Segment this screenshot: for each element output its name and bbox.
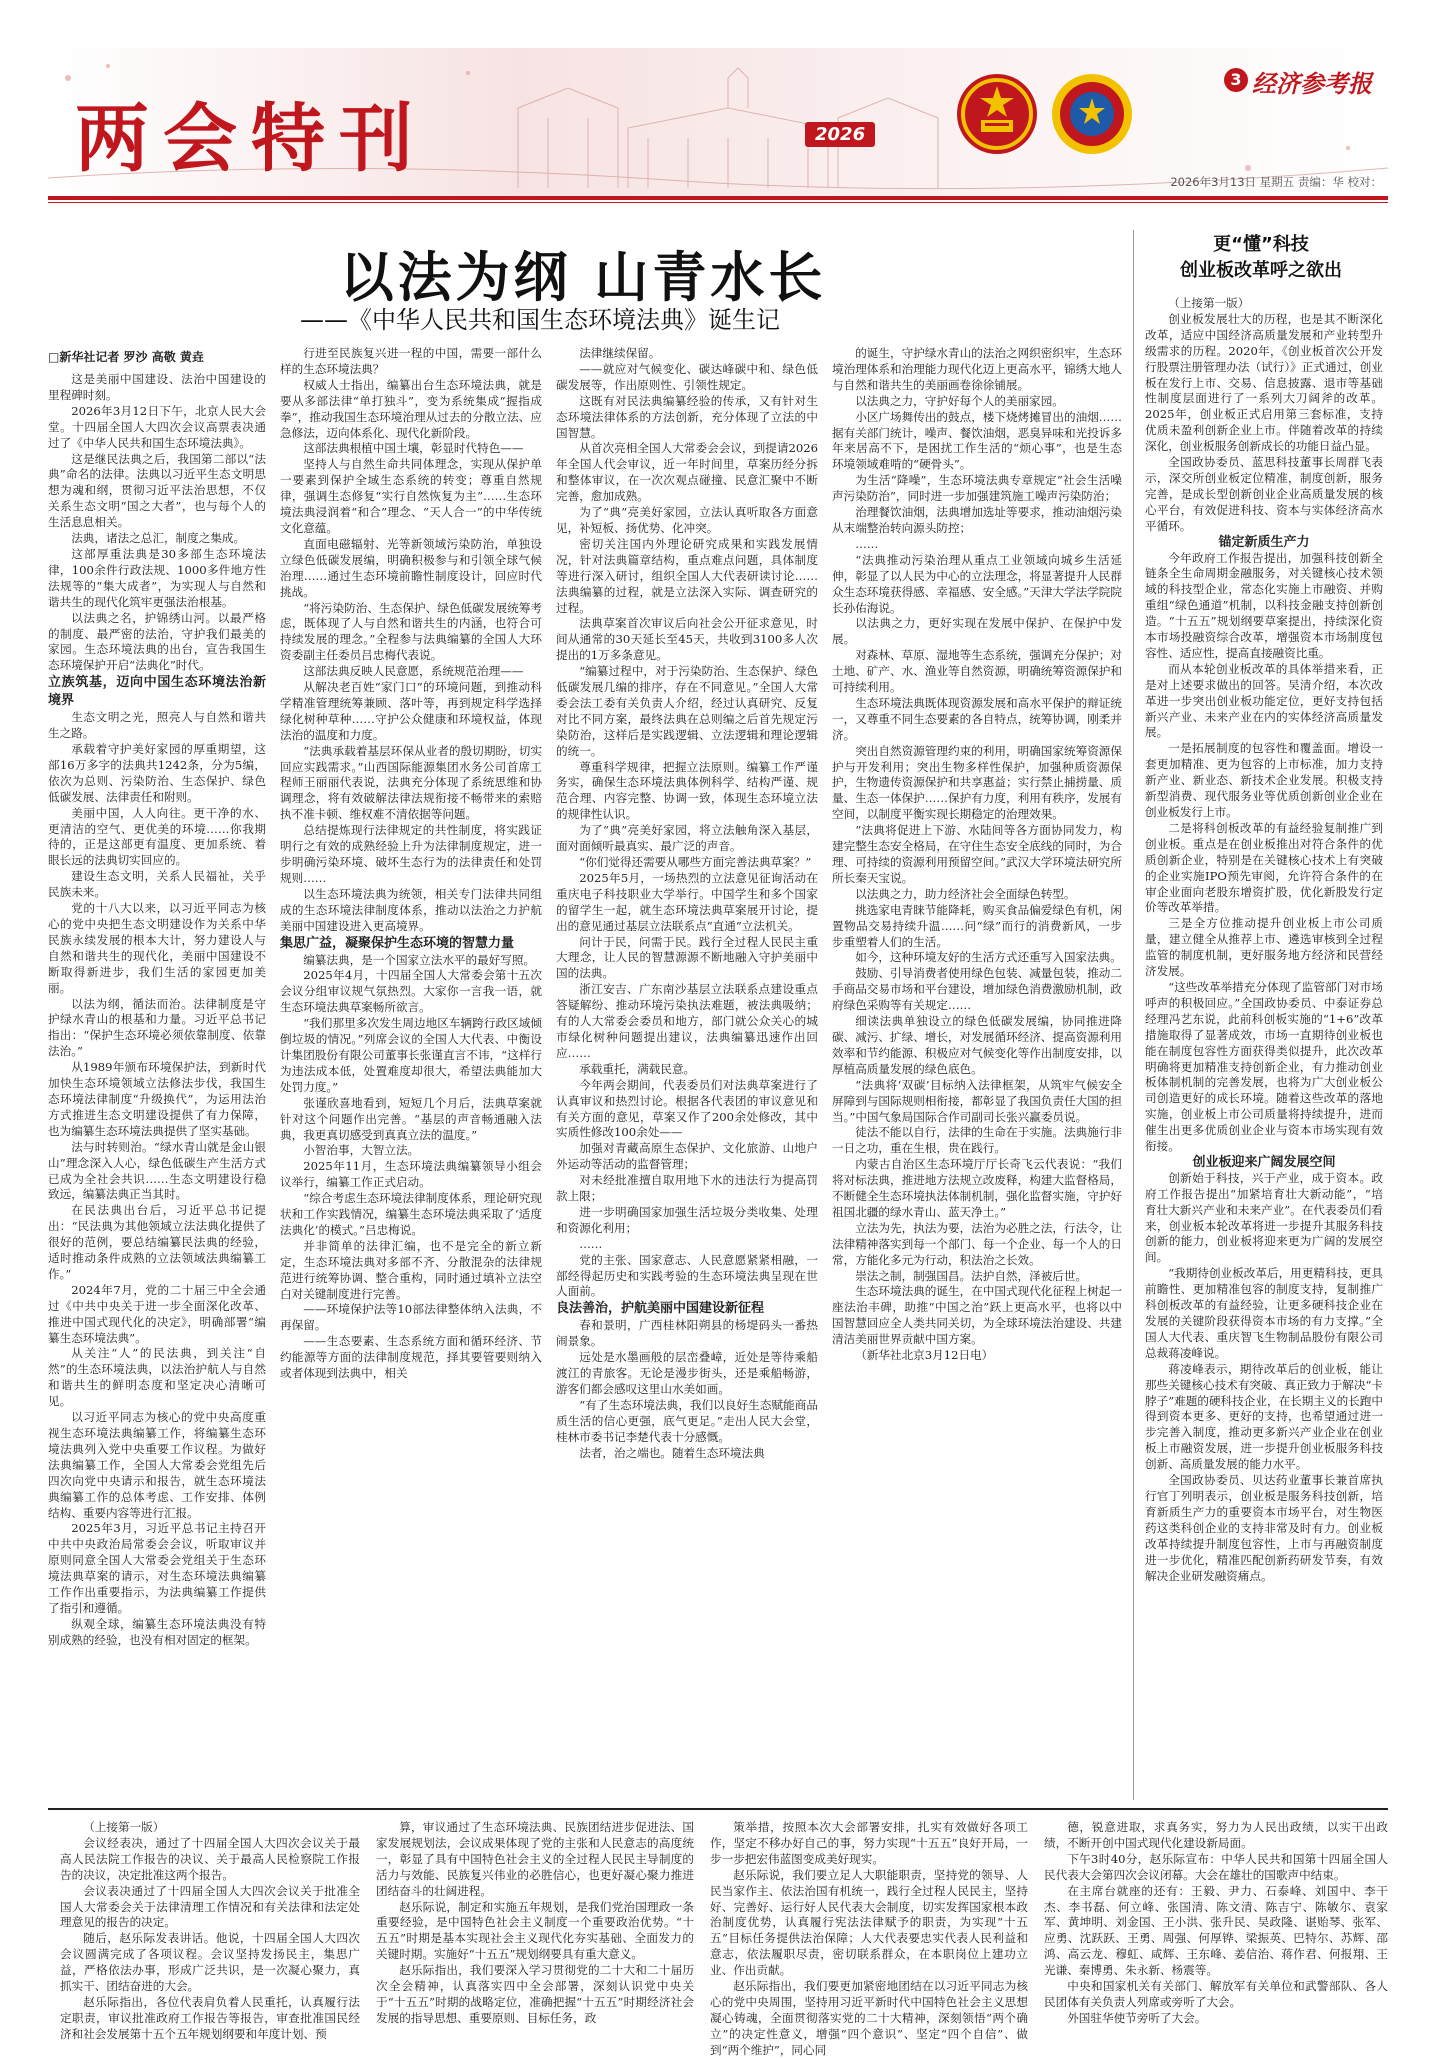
- paragraph: 赵乐际指出，各位代表肩负着人民重托，认真履行法定职责，审议批准政府工作报告等报告，审查批准国民经济和社会发展第十五个五年规划纲要和年度计划、预: [60, 1994, 360, 2041]
- paragraph: 进一步明确国家加强生活垃圾分类收集、处理和资源化利用；: [556, 1204, 818, 1235]
- paragraph: 生态环境法典的诞生，在中国式现代化征程上树起一座法治丰碑，助推“中国之治”跃上更高水平，也将以中国智慧回应全人类共同关切，为全球环境法治建设、共建清洁美丽世界贡献中国方案。: [832, 1284, 1122, 1347]
- paragraph: 中央和国家机关有关部门、解放军有关单位和武警部队、各人民团体有关负责人列席或旁听了大会。: [1044, 1979, 1388, 2009]
- paragraph: 这既有对民法典编纂经验的传承，又有针对生态环境法律体系的方法创新，充分体现了立法的中国智慧。: [556, 393, 818, 440]
- paragraph: 赵乐际说，制定和实施五年规划，是我们党治国理政一条重要经验，是中国特色社会主义制度一个重要政治优势。“十五五”时期是基本实现社会主义现代化夯实基础、全面发力的关键时期。实施好“十五五”规划纲要具有重大意义。: [376, 1899, 694, 1962]
- paragraph: （上接第一版）: [1168, 296, 1250, 310]
- paragraph: 法律继续保留。: [579, 346, 661, 360]
- paragraph: 立法为先，执法为要，法治为必胜之法，行法令，让法律精神落实到每一个部门、每一个企业、每一个人的日常，方能化多元为行动，积法治之长效。: [832, 1220, 1122, 1267]
- paragraph: 美丽中国，人人向往。更干净的水、更清洁的空气、更优美的环境……你我期待的，正是这部更有温度、更加系统、着眼长远的法典切实回应的。: [48, 805, 266, 868]
- paragraph: 承载着守护美好家园的厚重期望，这部16万多字的法典共1242条，分为5编，依次为总则、污染防治、生态保护、绿色低碳发展、法律责任和附则。: [48, 742, 266, 804]
- paragraph: “我期待创业板改革后，用更精科技，更具前瞻性、更加精准包容的制度支持，复制推广科创板改革的有益经验，让更多硬科技企业在发展的关键阶段获得资本市场的有力支撑。”全国人大代表、重庆智飞生物制品股份有限公司总裁蒋凌峰说。: [1145, 1266, 1383, 1360]
- paragraph: 2025年5月，一场热烈的立法意见征询活动在重庆电子科技职业大学举行。中国学生和多个国家的留学生一起，就生态环境法典草案展开讨论，提出的意见通过基层立法联系点“直通”立法机关。: [556, 870, 818, 933]
- paragraph: 的诞生，守护绿水青山的法治之网织密织牢，生态环境治理体系和治理能力现代化迈上更高水平，锦绣大地人与自然和谐共生的美丽画卷徐徐铺展。: [832, 346, 1122, 392]
- paragraph: “法典承载着基层环保从业者的殷切期盼，切实回应实践需求。”山西国际能源集团水务公司首席工程师王丽丽代表说，法典充分体现了系统思维和协调理念，将有效破解法律法规衔接不畅带来的索赔执不准卡顿、维权难不清依据等问题。: [280, 743, 542, 822]
- paragraph: 崇法之制，制强国昌。法护自然，泽被后世。: [855, 1268, 1088, 1283]
- article-byline: □新华社记者 罗沙 高敬 黄垚: [48, 350, 204, 364]
- paragraph: 创业板发展壮大的历程，也是其不断深化改革，适应中国经济高质量发展和产业转型升级需求的历程。2020年，《创业板首次公开发行股票注册管理办法（试行）》正式通过，创业板在发行上市、交易、信息披露、退市等基础性制度层面进行了一系列大刀阔斧的改革。2025年，创业板正式启用第三套标准，支持优质未盈利创新企业上市。伴随着改革的持续深化，创业板服务创新成长的功能日益凸显。: [1145, 311, 1383, 454]
- paragraph: 以习近平同志为核心的党中央高度重视生态环境法典编纂工作，将编纂生态环境法典列入党中央重要工作议程。为做好法典编纂工作，全国人大常委会党组先后四次向党中央请示和报告，就生态环境法典编纂工作的总体考虑、工作安排、体例结构、重要内容等进行汇报。: [48, 1410, 266, 1520]
- paragraph: 2024年7月，党的二十届三中全会通过《中共中央关于进一步全面深化改革、推进中国式现代化的决定》，明确部署“编纂生态环境法典”。: [48, 1282, 266, 1345]
- paragraph: 算，审议通过了生态环境法典、民族团结进步促进法、国家发展规划法，会议成果体现了党的主张和人民意志的高度统一，彰显了具有中国特色社会主义的全过程人民民主导制度的活力与效能、民族复兴伟业的必胜信心，也更好凝心聚力推进团结奋斗的壮阔进程。: [376, 1820, 694, 1898]
- paragraph: 蒋凌峰表示，期待改革后的创业板，能让那些关键核心技术有突破、真正致力于解决“卡脖子”难题的硬科技企业，在长期主义的长跑中得到资本更多、更好的支持，也希望通过进一步完善入制度，推动更多新兴产业企业在创业板上市融资发展，进一步提升创业板服务科技创新、高质量发展的能力水平。: [1145, 1361, 1383, 1472]
- paragraph: 生态文明之光，照亮人与自然和谐共生之路。: [48, 710, 266, 741]
- paragraph: 创新始于科技，兴于产业，成于资本。政府工作报告提出“加紧培育壮大新动能”，“培育壮大新兴产业和未来产业”。在代表委员们看来，创业板本轮改革将进一步提升其服务科技创新的能力，创业板将迎来更为广阔的发展空间。: [1145, 1170, 1383, 1265]
- paragraph: ……: [855, 536, 879, 551]
- paragraph: 这部厚重法典是30多部生态环境法律，100余件行政法规、1000多件地方性法规等的“集大成者”，为实现人与自然和谐共生的现代化筑牢更强法治根基。: [48, 546, 266, 609]
- paragraph: “你们觉得还需要从哪些方面完善法典草案？”: [579, 855, 812, 869]
- paragraph: 从首次亮相全国人大常委会会议，到提请2026年全国人代会审议，近一年时间里，草案历经分拆和整体审议，在一次次观点碰撞、民意汇聚中不断完善，愈加成熟。: [556, 441, 818, 504]
- paragraph: （新华社北京3月12日电）: [855, 1348, 994, 1363]
- paragraph: 这是继民法典之后，我国第二部以“法典”命名的法律。法典以习近平生态文明思想为魂和纲，贯彻习近平法治思想，不仅关系生态文明“国之大者”，也与每个人的生活息息相关。: [48, 451, 266, 530]
- column-separator: [1133, 230, 1134, 1800]
- paragraph: 密切关注国内外理论研究成果和实践发展情况，针对法典篇章结构，重点难点问题，具体制度等进行深入研讨，组织全国人大代表研读讨论……法典编纂的过程，就是立法深入实际、调查研究的过程。: [556, 536, 818, 615]
- paragraph: 今年两会期间，代表委员们对法典草案进行了认真审议和热烈讨论。根据各代表团的审议意见和有关方面的意见，草案又作了200余处修改，其中实质性修改100余处——: [556, 1077, 818, 1140]
- paragraph: 春和景明，广西桂林阳朔县的杨堤码头一番热闹景象。: [556, 1318, 818, 1349]
- paragraph: 尊重科学规律，把握立法原则。编纂工作严谨务实，确保生态环境法典体例科学、结构严谨、规范合理、内容完整、协调一致，体现生态环境立法的规律性认识。: [556, 759, 818, 822]
- paragraph: 鼓励、引导消费者使用绿色包装、减量包装，推动二手商品交易市场和平台建设，增加绿色消费激励机制，政府绿色采购等有关规定……: [832, 966, 1122, 1013]
- paragraph: 从关注“人”的民法典，到关注“自然”的生态环境法典，以法治护航人与自然和谐共生的鲜明态度和坚定决心清晰可见。: [48, 1346, 266, 1409]
- paragraph: 为了“典”亮美好家园，立法认真听取各方面意见，补短板、扬优势、化冲突。: [556, 505, 818, 535]
- bottom-column-1: [60, 1820, 360, 2041]
- paragraph: 挑选家电青睐节能降耗，购买食品偏爱绿色有机，闲置物品交易持续升温……问“绿”而行的消费新风，一步步重塑着人们的生活。: [832, 902, 1122, 949]
- paragraph: 会议表决通过了十四届全国人大四次会议关于批准全国人大常委会关于法律清理工作情况和有关法律和法定处理意见的报告的决定。: [60, 1883, 360, 1930]
- paragraph: 这部法典根植中国土壤，彰显时代特色——: [303, 441, 524, 456]
- paragraph: 权威人士指出，编纂出台生态环境法典，就是要从多部法律“单打独斗”，变为系统集成“握指成拳”，推动我国生态环境治理从过去的分散立法、应急修法，迈向体系化、现代化新阶段。: [280, 377, 542, 440]
- paragraph: 在民法典出台后，习近平总书记提出：“民法典为其他领域立法法典化提供了很好的范例，要总结编纂民法典的经验，适时推动条件成熟的立法领域法典编纂工作。”: [48, 1203, 266, 1281]
- paragraph: 今年政府工作报告提出，加强科技创新全链条全生命周期金融服务，对关键核心技术领域的科技型企业，常态化实施上市融资、并购重组“绿色通道”机制，以科技金融支持创新创造。“十五五”规划纲要草案提出，持续深化资本市场投融资综合改革，增强资本市场制度包容性、适应性，提高直接融资比重。: [1145, 550, 1383, 660]
- section-heading: 良法善治，护航美丽中国建设新征程: [556, 1301, 765, 1317]
- paragraph: 法典，诸法之总汇，制度之集成。: [71, 531, 246, 546]
- paragraph: 从解决老百姓“家门口”的环境问题，到推动科学精准管理统筹兼顾、落叶等，再到规定科学选择绿化树种草种……守护公众健康和环境权益，体现法治的温度和力度。: [280, 680, 542, 742]
- paragraph: 如今，这种环境友好的生活方式还重写入国家法典。: [855, 950, 1122, 965]
- page-number: 3: [1224, 68, 1248, 92]
- paragraph: “法典将‘双碳’目标纳入法律框架，从筑牢气候安全屏障到与国际规则相衔接，都彰显了我国负责任大国的担当。”中国气象局国际合作司副司长张兴赢委员说。: [832, 1077, 1122, 1124]
- section-heading: 创业板迎来广阔发展空间: [1192, 1154, 1336, 1170]
- paragraph: 随后，赵乐际发表讲话。他说，十四届全国人大四次会议圆满完成了各项议程。会议坚持发扬民主，集思广益，严格依法办事，形成广泛共识，是一次凝心聚力，真抓实干、团结奋进的大会。: [60, 1931, 360, 1994]
- section-heading: 锚定新质生产力: [1218, 534, 1310, 550]
- paragraph: 赵乐际说，我们要立足人大职能职责，坚持党的领导、人民当家作主、依法治国有机统一，践行全过程人民民主，坚持好、完善好、运行好人民代表大会制度，切实发挥国家根本政治制度优势，认真履行宪法法律赋予的职责，为实现“十五五”目标任务提供法治保障；人大代表要忠实代表人民利益和意志，依法履职尽责，密切联系群众，在本职岗位上建功立业、作出贡献。: [710, 1867, 1028, 1978]
- paragraph: “法典推动污染治理从重点工业领域向城乡生活延伸，彰显了以人民为中心的立法理念，将显著提升人民群众生态环境获得感、幸福感、安全感。”天津大学法学院院长孙佑海说。: [832, 552, 1122, 615]
- paragraph: 从1989年颁布环境保护法，到新时代加快生态环境领域立法修法步伐，我国生态环境法律制度“升级换代”，为运用法治方式推进生态文明建设提供了有力保障，也为编纂生态环境法典提供了坚实基础。: [48, 1060, 266, 1138]
- paragraph: 2025年11月，生态环境法典编纂领导小组会议举行，编纂工作正式启动。: [280, 1159, 542, 1190]
- paragraph: 会议经表决，通过了十四届全国人大四次会议关于最高人民法院工作报告的决议、关于最高人民检察院工作报告的决议，决定批准这两个报告。: [60, 1835, 360, 1882]
- paragraph: 治理餐饮油烟，法典增加选址等要求，推动油烟污染从末端整治转向源头防控；: [832, 505, 1122, 535]
- paragraph: 2026年3月12日下午，北京人民大会堂。十四届全国人大四次会议高票表决通过了《中华人民共和国生态环境法典》。: [48, 403, 266, 450]
- paragraph: 编纂法典，是一个国家立法水平的最好写照。: [303, 952, 536, 967]
- paragraph: 全国政协委员、贝达药业董事长兼首席执行官丁列明表示，创业板是服务科技创新，培育新质生产力的重要资本市场平台，对生物医药这类科创企业的支持非常及时有力。创业板改革持续提升制度包容性，上市与再融资制度进一步优化，精准匹配创新药研发节奏，有效解决企业研发融资痛点。: [1145, 1473, 1383, 1583]
- paragraph: 为生活“降噪”，生态环境法典专章规定“社会生活噪声污染防治”，同时进一步加强建筑施工噪声污染防治；: [832, 473, 1122, 504]
- paragraph: 对未经批准擅自取用地下水的违法行为提高罚款上限；: [556, 1173, 818, 1204]
- paragraph: 行进至民族复兴进一程的中国，需要一部什么样的生态环境法典？: [280, 346, 542, 376]
- paragraph: 总结提炼现行法律规定的共性制度，将实践证明行之有效的成熟经验上升为法律制度规定，进一步明确污染环境、破坏生态行为的法律责任和处罚规则……: [280, 823, 542, 885]
- bottom-section-rule: [48, 1808, 1388, 1810]
- paragraph: 赵乐际指出，我们要更加紧密地团结在以习近平同志为核心的党中央周围，坚持用习近平新时代中国特色社会主义思想凝心铸魂，全面贯彻落实党的二十大精神，深刻领悟“两个确立”的决定性意义，增强“四个意识”、坚定“四个自信”、做到“两个维护”，同心同: [710, 1979, 1028, 2057]
- paragraph: 赵乐际指出，我们要深入学习贯彻党的二十大和二十届历次全会精神，认真落实四中全会部署，深刻认识党中央关于“十五五”时期的战略定位，准确把握“十五五”时期经济社会发展的指导思想、重要原则、目标任务，政: [376, 1963, 694, 2025]
- paragraph: “有了生态环境法典，我们以良好生态赋能商品质生活的信心更强，底气更足。”走出人民大会堂，桂林市委书记李楚代表十分感慨。: [556, 1397, 818, 1444]
- paragraph: 全国政协委员、蓝思科技董事长周群飞表示，深交所创业板定位精准，制度创新，服务完善，是成长型创新创业企业高质量发展的核心平台，有效促进科技、资本与实体经济高水平循环。: [1145, 455, 1383, 533]
- sidebar-article: [1145, 296, 1383, 1800]
- paragraph: 生态环境法典既体现资源发展和高水平保护的辩证统一，又尊重不同生态要素的各自特点，统筹协调，刚柔并济。: [832, 695, 1122, 742]
- paragraph: ——生态要素、生态系统方面和循环经济、节约能源等方面的法律制度规范，择其要管要则纳入或者体现到法典中，相关: [280, 1334, 542, 1381]
- article-column-1: [48, 372, 266, 1800]
- cppcc-emblem-icon: [1050, 72, 1134, 156]
- article-subhead: ——《中华人民共和国生态环境法典》诞生记: [300, 306, 780, 334]
- paragraph: 以法典之力，更好实现在发展中保护、在保护中发展。: [832, 616, 1122, 647]
- bottom-column-3: [710, 1820, 1028, 2057]
- paragraph: 外国驻华使节旁听了大会。: [1067, 2010, 1207, 2025]
- paragraph: “综合考虑生态环境法律制度体系，理论研究现状和工作实践情况，编纂生态环境法典采取了‘适度法典化’的模式。”吕忠梅说。: [280, 1191, 542, 1237]
- paragraph: 以法典之力，助力经济社会全面绿色转型。: [855, 886, 1076, 901]
- paragraph: 下午3时40分，赵乐际宣布：中华人民共和国第十四届全国人民代表大会第四次会议闭幕。大会在雄壮的国歌声中结束。: [1044, 1851, 1388, 1882]
- paragraph: 徒法不能以自行，法律的生命在于实施。法典施行非一日之功，重在生根，贵在践行。: [832, 1125, 1122, 1156]
- paragraph: 以法典之名，护锦绣山河。以最严格的制度、最严密的法治，守护我们最美的家园。生态环境法典的出台，宣告我国生态环境保护开启“法典化”时代。: [48, 610, 266, 673]
- national-emblem-icon: [955, 72, 1039, 156]
- date-line: 2026年3月13日 星期五 责编：华 校对：: [1170, 175, 1382, 189]
- sidebar-title: [1133, 232, 1389, 284]
- paragraph: 为了“典”亮美好家园，将立法触角深入基层，面对面倾听最真实、最广泛的声音。: [556, 823, 818, 854]
- paper-name: 经济参考报: [1252, 69, 1372, 98]
- paragraph: 对森林、草原、湿地等生态系统，强调充分保护；对土地、矿产、水、渔业等自然资源，明确统筹资源保护和可持续利用。: [832, 648, 1122, 695]
- paragraph: 浙江安吉、广东南沙基层立法联系点建设重点答疑解纷、推动环境污染执法难题，被法典吸纳；有的人大常委会委员和地方，部门就公众关心的城市绿化树种问题提出建议，法典编纂迅速作出回应……: [556, 982, 818, 1060]
- paragraph: 一是拓展制度的包容性和覆盖面。增设一套更加精准、更为包容的上市标准，加力支持新产业、新业态、新技术企业发展。积极支持新型消费、现代服务业等优质创新创业企业在创业板发行上市。: [1145, 741, 1383, 819]
- paragraph: 建设生态文明，关系人民福祉，关乎民族未来。: [48, 869, 266, 900]
- paragraph: 以生态环境法典为统领，相关专门法律共同组成的生态环境法律制度体系，推动以法治之力护航美丽中国建设进入更高境界。: [280, 886, 542, 933]
- article-column-4: [832, 346, 1122, 1800]
- article-headline: 以法为纲 山青水长: [339, 245, 827, 309]
- paragraph: “这些改革举措充分体现了监管部门对市场呼声的积极回应。”全国政协委员、中泰证券总经理冯艺东说，此前科创板实施的“1+6”改革措施取得了显著成效，市场一直期待创业板也能在制度包容性方面获得类似提升，此次改革明确将更加精准支持创新企业，有力推动创业板体制机制的完善发展，也将为广大创业板公司创造更好的成长环境。随着这些改革的落地实施，创业板上市公司质量将持续提升，进而催生出更多优质创业企业与资本市场实现有效衔接。: [1145, 979, 1383, 1154]
- paragraph: “编纂过程中，对于污染防治、生态保护、绿色低碳发展几编的排序，存在不同意见。”全国人大常委会法工委有关负责人介绍，经过认真研究、反复对比不同方案，最终法典在总则编之后首先规定污染防治，这样后是实践逻辑、立法逻辑和理论逻辑的统一。: [556, 664, 818, 758]
- paragraph: 三是全方位推动提升创业板上市公司质量，建立健全从推荐上市、遴选审核到全过程监管的制度机制，更好服务地方经济和民营经济发展。: [1145, 916, 1383, 979]
- paragraph: 法与时转则治。“绿水青山就是金山银山”理念深入人心，绿色低碳生产生活方式已成为全社会共识……生态文明建设行稳致远，编纂法典正当其时。: [48, 1139, 266, 1202]
- paragraph: 内蒙古自治区生态环境厅厅长奇飞云代表说：“我们将对标法典，推进地方法规立改废释，构建大监督格局，不断健全生态环境执法体制机制，强化监督实施，守护好祖国北疆的绿水青山、蓝天净土。”: [832, 1157, 1122, 1219]
- paragraph: 以法典之力，守护好每个人的美丽家园。: [855, 393, 1064, 408]
- masthead-title: 两会特刊: [75, 96, 427, 182]
- paragraph: 这部法典反映人民意愿，系统规范治理——: [303, 664, 524, 679]
- paragraph: 在主席台就座的还有：王毅、尹力、石泰峰、刘国中、李干杰、李书磊、何立峰、张国清、陈文清、陈吉宁、陈敏尔、袁家军、黄坤明、刘金国、王小洪、张升民、吴政隆、谌贻琴、张军、应勇、沈跃跃、王勇、周强、何厚铧、梁振英、巴特尔、苏辉、邵鸿、高云龙、穆虹、咸辉、王东峰、姜信治、蒋作君、何报翔、王光谦、秦博勇、朱永新、杨震等。: [1044, 1883, 1388, 1978]
- paragraph: 以法为纲，循法而治。法律制度是守护绿水青山的根基和力量。习近平总书记指出：“保护生态环境必须依靠制度、依靠法治。”: [48, 996, 266, 1059]
- paragraph: 纵观全球，编纂生态环境法典没有特别成熟的经验，也没有相对固定的框架。: [48, 1616, 266, 1647]
- paragraph: 德，锐意进取，求真务实，努力为人民出政绩，以实干出政绩，不断开创中国式现代化建设新局面。: [1044, 1820, 1388, 1850]
- paragraph: “我们那里多次发生周边地区车辆跨行政区域倾倒垃圾的情况。”列席会议的全国人大代表、中衡设计集团股份有限公司董事长张谨直言不讳，“这样行为违法成本低，处置难度却很大，希望法典能加大处罚力度。”: [280, 1016, 542, 1094]
- paragraph: “将污染防治、生态保护、绿色低碳发展统筹考虑，既体现了人与自然和谐共生的内涵，也符合可持续发展的理念。”全程参与法典编纂的全国人大环资委副主任委员吕忠梅代表说。: [280, 600, 542, 663]
- paragraph: 小区广场舞传出的鼓点，楼下烧烤摊冒出的油烟……据有关部门统计，噪声、餐饮油烟，恶臭异味和光投诉多年来居高不下，是困扰工作生活的“烦心事”，也是生态环境领域难啃的“硬骨头”。: [832, 409, 1122, 472]
- bottom-column-4: [1044, 1820, 1388, 2025]
- paragraph: 2025年4月，十四届全国人大常委会第十五次会议分组审议规气氛热烈。大家你一言我一语，就生态环境法典草案畅所欲言。: [280, 968, 542, 1015]
- section-heading: 集思广益，凝聚保护生态环境的智慧力量: [280, 935, 515, 951]
- paragraph: 并非简单的法律汇编，也不是完全的新立新定，生态环境法典对多部不齐、分散混杂的法律规范进行统筹协调、整合重构，同时通过填补立法空白对关键制度进行完善。: [280, 1238, 542, 1301]
- article-column-2: [280, 346, 542, 1800]
- paragraph: 小智治事，大智立法。: [303, 1143, 420, 1158]
- article-column-3: [556, 346, 818, 1800]
- sidebar-title-line-1: 更“懂”科技: [1213, 234, 1309, 255]
- paragraph: 党的主张、国家意志、人民意愿紧紧相融，一部经得起历史和实践考验的生态环境法典呈现在世人面前。: [556, 1252, 818, 1299]
- paragraph: 直面电磁辐射、光等新领域污染防治，单独设立绿色低碳发展编，明确积极参与和引领全球气候治理……通过生态环境前瞻性制度设计，回应时代挑战。: [280, 536, 542, 599]
- paragraph: ……: [579, 1236, 603, 1251]
- paragraph: 细读法典单独设立的绿色低碳发展编，协同推进降碳、减污、扩绿、增长，对发展循环经济、提高资源利用效率和节约能源、积极应对气候变化等作出制度安排，以厚植高质量发展的绿色底色。: [832, 1014, 1122, 1076]
- masthead-rule-thin: [48, 202, 1388, 203]
- paragraph: “法典将促进上下游、水陆间等各方面协同发力，构建完整生态安全格局，在守住生态安全底线的同时，为合理、可持续的资源利用预留空间。”武汉大学环境法研究所所长秦天宝说。: [832, 823, 1122, 885]
- paragraph: 法者，治之端也。随着生态环境法典: [579, 1445, 765, 1460]
- paragraph: ——就应对气候变化、碳达峰碳中和、绿色低碳发展等，作出原则性、引领性规定。: [556, 361, 818, 392]
- paragraph: 坚持人与自然生命共同体理念，实现从保护单一要素到保护全域生态系统的转变；尊重自然规律，强调生态修复“实行自然恢复为主”……生态环境法典浸润着“和合”理念、“天人合一”的中华传统文化意蕴。: [280, 457, 542, 535]
- paragraph: （上接第一版）: [83, 1820, 165, 1834]
- section-heading: 立族筑基，迈向中国生态环境法治新境界: [48, 675, 266, 709]
- paragraph: 二是将科创板改革的有益经验复制推广到创业板。重点是在创业板推出对符合条件的优质创新企业，特别是在关键核心技术上有突破的企业实施IPO预先审阅，允许符合条件的在审企业面向老股东增资扩股，优化新股发行定价等改革举措。: [1145, 820, 1383, 915]
- paragraph: 这是美丽中国建设、法治中国建设的里程碑时刻。: [48, 372, 266, 402]
- paragraph: 突出自然资源管理约束的利用，明确国家统筹资源保护与开发利用；突出生物多样性保护，加强种质资源保护，生物遗传资源保护和共享惠益；实行禁止捕捞量、质量、生态一体保护……保护有力度，利用有秩序，发展有空间，以制度平衡实现长期稳定的治理效果。: [832, 743, 1122, 822]
- sidebar-title-line-2: 创业板改革呼之欲出: [1180, 260, 1342, 281]
- paragraph: 而从本轮创业板改革的具体举措来看，正是对上述要求做出的回答。吴清介绍，本次改革进一步突出创业板功能定位，更好支持包括新兴产业、未来产业在内的实体经济高质量发展。: [1145, 661, 1383, 740]
- paragraph: 远处是水墨画般的层峦叠嶂，近处是等待乘船渡江的青旅客。无论是漫步街头，还是乘船畅游，游客们都会感叹这里山水美如画。: [556, 1350, 818, 1396]
- paragraph: 法典草案首次审议后向社会公开征求意见，时间从通常的30天延长至45天，共收到3100多人次提出的1万多条意见。: [556, 616, 818, 663]
- bottom-column-2: [376, 1820, 694, 2025]
- masthead-year-badge: 2026: [805, 122, 875, 147]
- paragraph: ——环境保护法等10部法律整体纳入法典，不再保留。: [280, 1302, 542, 1333]
- paragraph: 加强对青藏高原生态保护、文化旅游、山地户外运动等活动的监督管理；: [556, 1141, 818, 1172]
- paragraph: 张谨欣喜地看到，短短几个月后，法典草案就针对这个问题作出完善。“基层的声音畅通融入法典，我更真切感受到真真立法的温度。”: [280, 1095, 542, 1142]
- paragraph: 2025年3月，习近平总书记主持召开中共中央政治局常委会会议，听取审议并原则同意全国人大常委会党组关于生态环境法典草案的请示，对生态环境法典编纂工作作出重要指示，为法典编纂工作提供了指引和遵循。: [48, 1521, 266, 1615]
- paragraph: 问计于民，问需于民。践行全过程人民民主重大理念，让人民的智慧源源不断地融入守护美丽中国的法典。: [556, 934, 818, 981]
- paragraph: 承载重托，满载民意。: [579, 1061, 696, 1076]
- paragraph: 策举措，按照本次大会部署安排，扎实有效做好各项工作，坚定不移办好自己的事，努力实现“十五五”良好开局，一步一步把宏伟蓝图变成美好现实。: [710, 1820, 1028, 1866]
- paragraph: 党的十八大以来，以习近平同志为核心的党中央把生态文明建设作为关系中华民族永续发展的根本大计，努力建设人与自然和谐共生的现代化，美丽中国建设不断取得新进步，我们生活的家园更加美丽。: [48, 901, 266, 995]
- masthead-rule: [48, 196, 1388, 200]
